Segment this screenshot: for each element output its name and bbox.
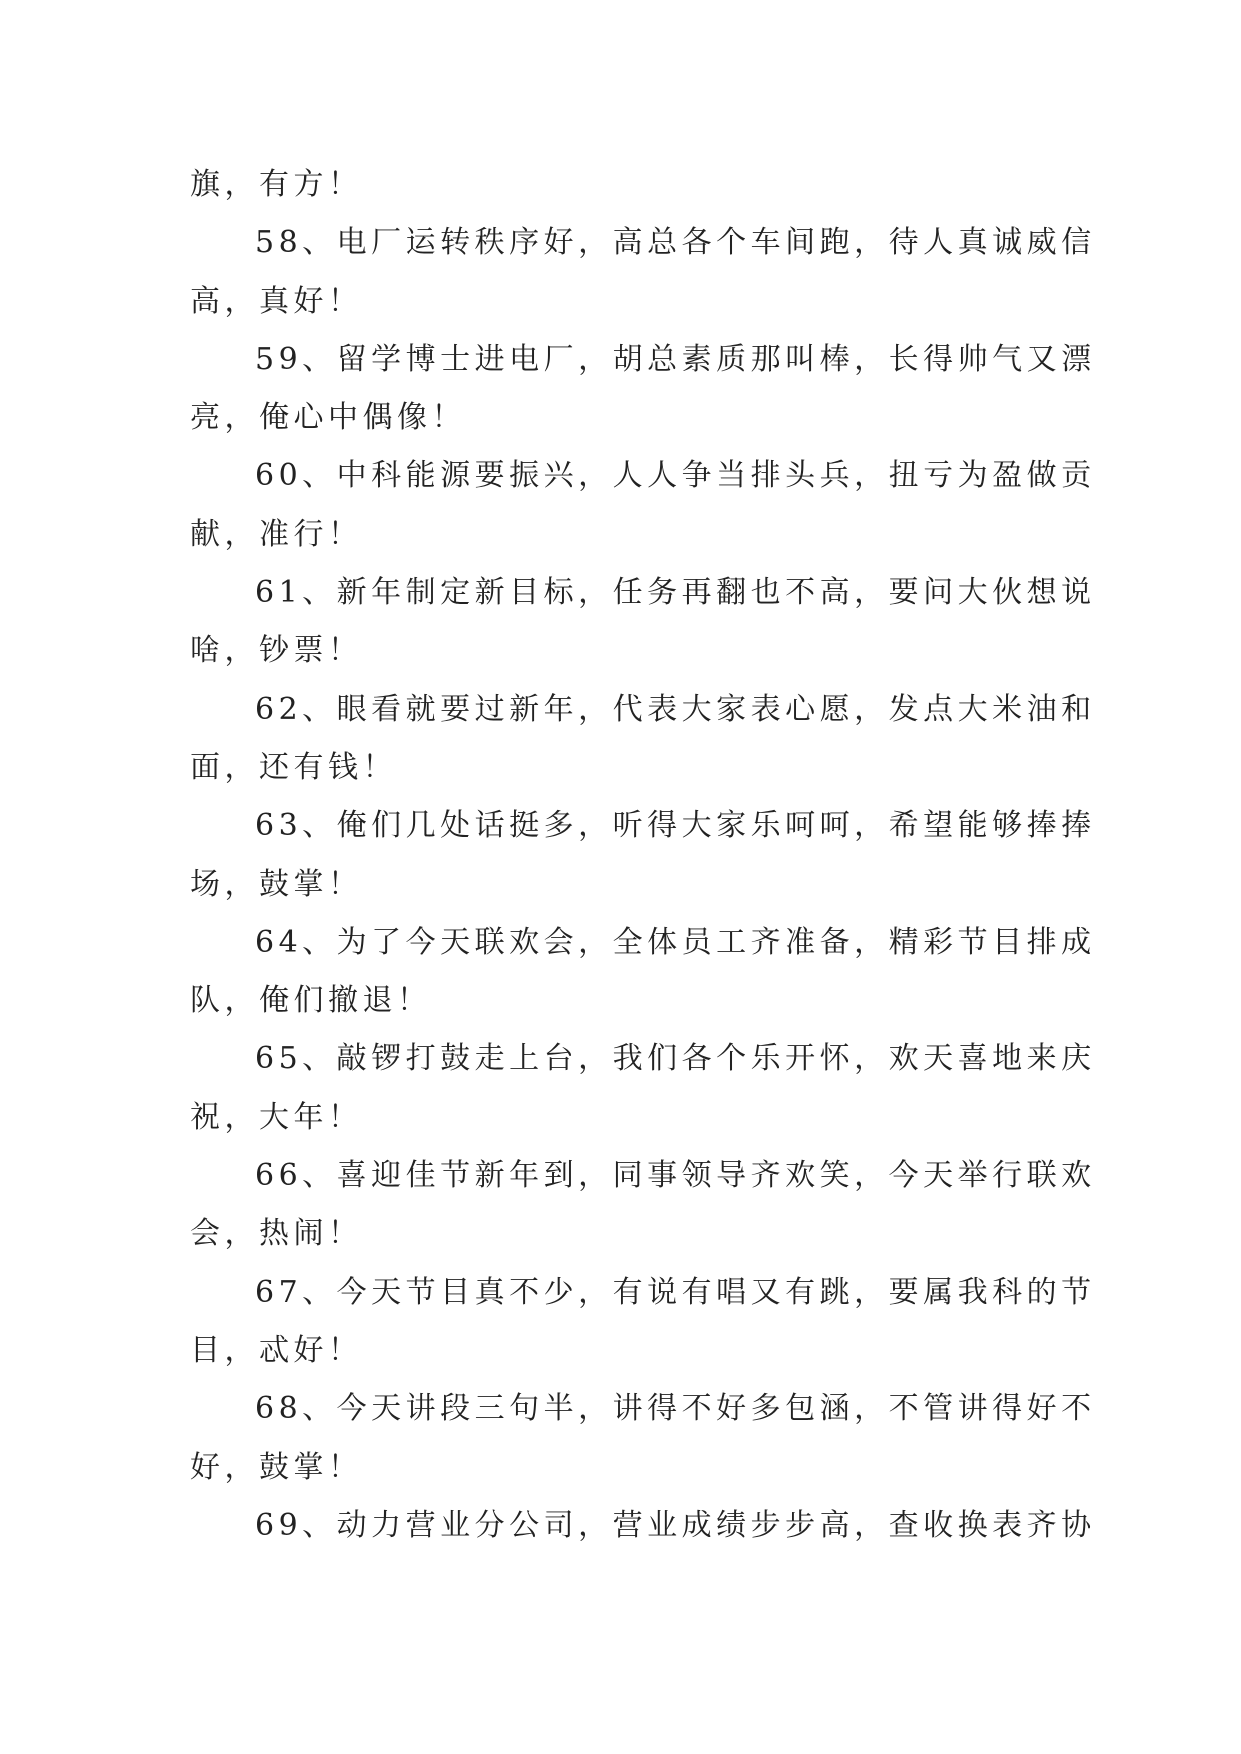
- paragraph-continuation-line: 场，鼓掌！: [190, 866, 363, 902]
- paragraph-first-line: 67、今天节目真不少，有说有唱又有跳，要属我科的节: [255, 1274, 1096, 1310]
- paragraph-continuation-line: 好，鼓掌！: [190, 1449, 363, 1485]
- paragraph-first-line: 66、喜迎佳节新年到，同事领导齐欢笑，今天举行联欢: [255, 1158, 1096, 1194]
- paragraph-first-line: 65、敲锣打鼓走上台，我们各个乐开怀，欢天喜地来庆: [255, 1041, 1096, 1077]
- paragraph-first-line: 61、新年制定新目标，任务再翻也不高，要问大伙想说: [255, 575, 1096, 611]
- paragraph-continuation-line: 旗，有方！: [190, 167, 363, 202]
- paragraph-first-line: 68、今天讲段三句半，讲得不好多包涵，不管讲得好不: [255, 1391, 1096, 1427]
- paragraph-continuation-line: 啥，钞票！: [190, 633, 363, 669]
- paragraph-continuation-line: 队，俺们撤退！: [190, 983, 432, 1019]
- paragraph-first-line: 64、为了今天联欢会，全体员工齐准备，精彩节目排成: [255, 924, 1096, 960]
- paragraph-first-line: 63、俺们几处话挺多，听得大家乐呵呵，希望能够捧捧: [255, 808, 1096, 844]
- paragraph-first-line: 69、动力营业分公司，营业成绩步步高，查收换表齐协: [255, 1507, 1096, 1543]
- paragraph-first-line: 58、电厂运转秩序好，高总各个车间跑，待人真诚威信: [255, 225, 1096, 261]
- paragraph-continuation-line: 会，热闹！: [190, 1216, 363, 1252]
- paragraph-continuation-line: 目，忒好！: [190, 1332, 363, 1368]
- paragraph-continuation-line: 面，还有钱！: [190, 749, 397, 785]
- paragraph-first-line: 59、留学博士进电厂，胡总素质那叫棒，长得帅气又漂: [255, 341, 1096, 377]
- paragraph-first-line: 60、中科能源要振兴，人人争当排头兵，扭亏为盈做贡: [255, 458, 1096, 494]
- paragraph-first-line: 62、眼看就要过新年，代表大家表心愿，发点大米油和: [255, 691, 1096, 727]
- paragraph-continuation-line: 祝，大年！: [190, 1099, 363, 1135]
- paragraph-continuation-line: 亮，俺心中偶像！: [190, 400, 466, 436]
- paragraph-continuation-line: 高，真好！: [190, 283, 363, 319]
- document-body: [190, 156, 1096, 1555]
- paragraph-continuation-line: 献，准行！: [190, 516, 363, 552]
